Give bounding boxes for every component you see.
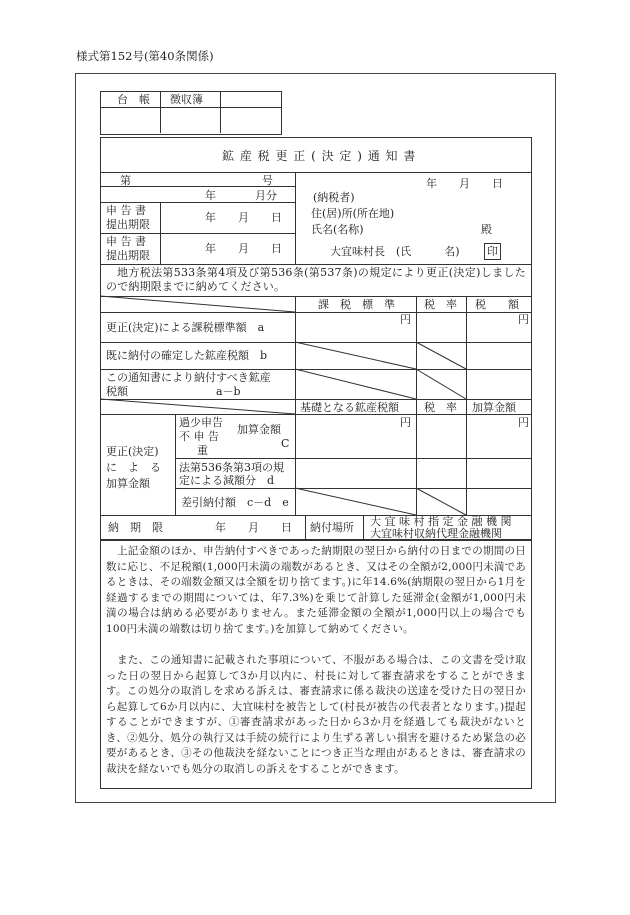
- sub-label: 定による減額分 d: [179, 474, 275, 487]
- column-header: 税 額: [475, 298, 519, 311]
- divider: [100, 202, 295, 203]
- filing-deadline-label: 申 告 書: [106, 235, 146, 248]
- sub-label: 法第536条第3項の規: [179, 461, 284, 474]
- diagonal-line: [100, 399, 295, 414]
- notice-date: 年 月 日: [426, 177, 503, 190]
- divider: [363, 515, 364, 539]
- taxpayer-name: 氏名(名称): [311, 223, 364, 236]
- diagonal-line: [295, 369, 416, 399]
- sub-label: 差引納付額 c－d e: [181, 496, 289, 509]
- intro-text: 地方税法第533条第4項及び第536条(第537条)の規定により更正(決定)しましたので納期限までに納めてください。: [106, 266, 526, 293]
- divider: [220, 91, 221, 133]
- ledger-header: 徴収簿: [170, 93, 203, 106]
- appeal-note: また、この通知書に記載された事項について、不服がある場合は、この文書を受け取った日の翌日から起算して3か月以内に、村長に対して審査請求をすることができます。この処分の取消しを求める訴えは、審査請求に係る裁決の送達を受けた日の翌日から起算して6か月以内に、大宜味村を被告として(村長が被告の代表者となります。)提起することができますが、①審査請求があった日から3か月を経過しても裁決がないとき、②処分、処分の執行又は手続の続行により生ずる著しい損害を避けるため緊急の必要があるとき、③その他裁決を経ないことにつき正当な理由があるときは、審査請求の裁決を経ないでも処分の取消しの訴えをすることができます。: [106, 654, 526, 775]
- divider: [466, 399, 467, 515]
- diagonal-line: [416, 342, 466, 369]
- page-title: 鉱 産 税 更 正 ( 決 定 ) 通 知 書: [222, 149, 417, 163]
- diagonal-line: [100, 296, 295, 312]
- divider: [100, 172, 531, 173]
- payment-place-label: 納付場所: [310, 521, 354, 534]
- sub-label: 重: [197, 444, 208, 457]
- diagonal-line: [416, 488, 466, 515]
- sub-label: 加算金額: [237, 423, 281, 436]
- sub-label: 不 申 告: [179, 430, 219, 443]
- column-header: 税 率: [424, 401, 457, 414]
- taxpayer-address: 住(居)所(所在地): [311, 207, 395, 220]
- period-month: 月分: [255, 189, 277, 202]
- unit-yen: 円: [400, 416, 411, 429]
- period-year: 年: [205, 189, 216, 202]
- late-fee-note: 上記金額のほか、申告納付すべきであった納期限の翌日から納付の日までの期間の日数に応じ、不足税額(1,000円未満の端数があるとき、又はその全額が2,000円未満であるときは、その端数金額又は全額を切り捨てます。)に年14.6%(納期限の翌日から1月を経過するまでの期間については、年7.3%)を乗じて計算した延滞金(金額が1,000円未満の場合は納める必要がありません。また延滞金額の全額が1,000円以上の場合でも100円未満の端数は切り捨てます。)を加算して納めてください。: [106, 545, 526, 635]
- diagonal-line: [295, 488, 416, 515]
- divider: [100, 233, 295, 234]
- divider: [175, 414, 176, 515]
- unit-yen: 円: [400, 313, 411, 326]
- column-header: 税 率: [424, 298, 457, 311]
- form-id: 様式第152号(第40条関係): [76, 49, 214, 63]
- deadline-label: 納 期 限: [108, 521, 163, 534]
- issuer-name: 大宜味村長 (氏 名): [330, 245, 460, 258]
- filing-deadline-label: 提出期限: [106, 249, 150, 262]
- section-label: 更正(決定): [106, 445, 159, 458]
- row-label: 既に納付の確定した鉱産税額 b: [106, 349, 268, 362]
- number-dai: 第: [120, 174, 131, 187]
- divider: [175, 458, 531, 459]
- ledger-header: 台 帳: [117, 93, 150, 106]
- row-label: 更正(決定)による課税標準額 a: [106, 321, 265, 334]
- divider: [466, 296, 467, 399]
- taxpayer-dono: 殿: [481, 223, 492, 236]
- sub-label: 過少申告: [179, 416, 223, 429]
- divider: [160, 91, 161, 133]
- payment-place: 大宜味村収納代理金融機関: [370, 527, 502, 540]
- diagonal-line: [416, 369, 466, 399]
- section-label: に よ る: [106, 461, 161, 474]
- filing-deadline-date: 年 月 日: [205, 211, 282, 224]
- seal-stamp: 印: [484, 243, 501, 260]
- column-header: 加算金額: [472, 401, 516, 414]
- row-label: 税額 a－b: [106, 385, 241, 398]
- unit-yen: 円: [518, 313, 529, 326]
- column-header: 基礎となる鉱産税額: [300, 401, 399, 414]
- row-label: この通知書により納付すべき鉱産: [106, 371, 271, 384]
- column-header: 課 税 標 準: [318, 298, 395, 311]
- deadline-date: 年 月 日: [215, 521, 292, 534]
- number-go: 号: [262, 174, 273, 187]
- section-label: 加算金額: [106, 477, 150, 490]
- divider: [305, 515, 306, 539]
- filing-deadline-label: 提出期限: [106, 218, 150, 231]
- filing-deadline-label: 申 告 書: [106, 204, 146, 217]
- filing-deadline-date: 年 月 日: [205, 242, 282, 255]
- taxpayer-label: (納税者): [313, 191, 355, 204]
- divider: [295, 172, 296, 264]
- diagonal-line: [295, 342, 416, 369]
- divider: [100, 264, 531, 265]
- sub-label: C: [281, 437, 290, 450]
- divider: [160, 202, 161, 264]
- divider: [100, 107, 281, 108]
- unit-yen: 円: [518, 416, 529, 429]
- payment-place: 大 宜 味 村 指 定 金 融 機 関: [370, 515, 512, 528]
